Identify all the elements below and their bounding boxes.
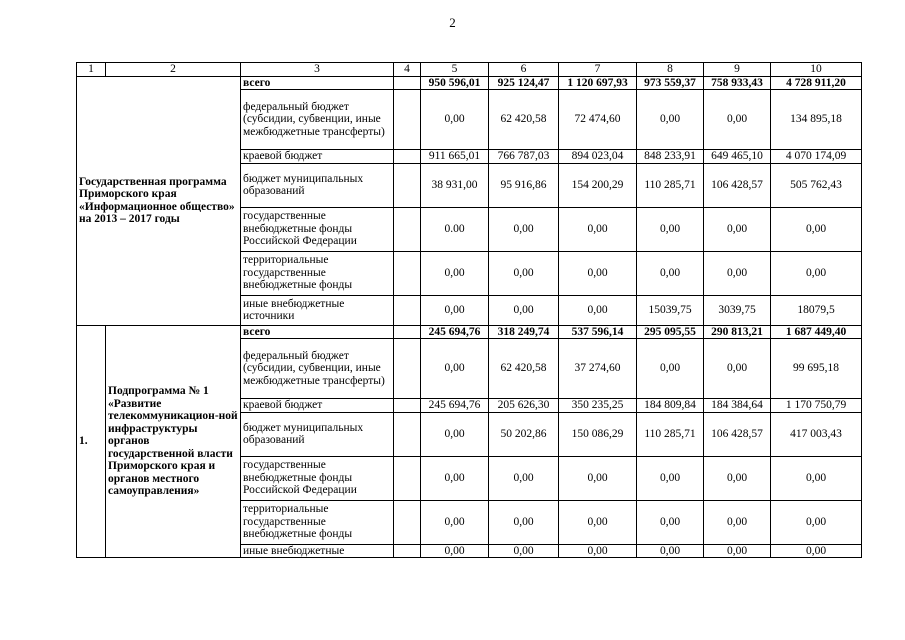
- empty-cell: [394, 325, 421, 339]
- value-cell: 154 200,29: [559, 163, 637, 207]
- funding-source: территориальные государственные внебюджетные фонды: [241, 251, 394, 295]
- funding-source: иные внебюджетные: [241, 544, 394, 558]
- value-cell: 0,00: [489, 544, 559, 558]
- column-header-row: [77, 63, 862, 77]
- value-cell: 417 003,43: [771, 412, 862, 456]
- value-cell: 150 086,29: [559, 412, 637, 456]
- value-cell: 0,00: [704, 90, 771, 150]
- value-cell: 0,00: [637, 90, 704, 150]
- value-cell: 0,00: [637, 500, 704, 544]
- value-cell: 0,00: [637, 544, 704, 558]
- value-cell: 0,00: [421, 412, 489, 456]
- value-cell: 205 626,30: [489, 399, 559, 413]
- value-cell: 106 428,57: [704, 412, 771, 456]
- value-cell: 0,00: [421, 456, 489, 500]
- value-cell: 0,00: [559, 544, 637, 558]
- value-cell: 925 124,47: [489, 76, 559, 90]
- funding-source: государственные внебюджетные фонды Российской Федерации: [241, 456, 394, 500]
- funding-source: краевой бюджет: [241, 150, 394, 164]
- value-cell: 0,00: [771, 251, 862, 295]
- value-cell: 0,00: [771, 500, 862, 544]
- value-cell: 106 428,57: [704, 163, 771, 207]
- value-cell: 3039,75: [704, 295, 771, 325]
- value-cell: 0,00: [704, 456, 771, 500]
- value-cell: 62 420,58: [489, 90, 559, 150]
- value-cell: 37 274,60: [559, 339, 637, 399]
- value-cell: 0,00: [421, 251, 489, 295]
- value-cell: 973 559,37: [637, 76, 704, 90]
- column-header: 9: [704, 63, 771, 77]
- budget-table: [76, 62, 862, 558]
- funding-source: федеральный бюджет (субсидии, субвенции, иные межбюджетные трансферты): [241, 339, 394, 399]
- column-header: 8: [637, 63, 704, 77]
- subprogram-title: Подпрограмма № 1 «Развитие телекоммуникацион-ной инфраструктуры органов государственной власти Приморского края и органов местного самоуправления»: [106, 325, 241, 558]
- column-header: 5: [421, 63, 489, 77]
- value-cell: 0,00: [704, 500, 771, 544]
- empty-cell: [394, 399, 421, 413]
- value-cell: 1 120 697,93: [559, 76, 637, 90]
- value-cell: 758 933,43: [704, 76, 771, 90]
- value-cell: 1 687 449,40: [771, 325, 862, 339]
- value-cell: 50 202,86: [489, 412, 559, 456]
- funding-source: территориальные государственные внебюджетные фонды: [241, 500, 394, 544]
- value-cell: 18079,5: [771, 295, 862, 325]
- empty-cell: [394, 339, 421, 399]
- column-header: 2: [106, 63, 241, 77]
- value-cell: 0,00: [704, 339, 771, 399]
- row-index: 1.: [77, 325, 106, 558]
- value-cell: 290 813,21: [704, 325, 771, 339]
- value-cell: 15039,75: [637, 295, 704, 325]
- value-cell: 766 787,03: [489, 150, 559, 164]
- value-cell: 0,00: [489, 295, 559, 325]
- value-cell: 295 095,55: [637, 325, 704, 339]
- value-cell: 1 170 750,79: [771, 399, 862, 413]
- value-cell: 4 728 911,20: [771, 76, 862, 90]
- column-header: 10: [771, 63, 862, 77]
- value-cell: 72 474,60: [559, 90, 637, 150]
- value-cell: 0.00: [421, 207, 489, 251]
- value-cell: 38 931,00: [421, 163, 489, 207]
- value-cell: 950 596,01: [421, 76, 489, 90]
- empty-cell: [394, 207, 421, 251]
- empty-cell: [394, 251, 421, 295]
- value-cell: 95 916,86: [489, 163, 559, 207]
- empty-cell: [394, 76, 421, 90]
- value-cell: 0,00: [637, 251, 704, 295]
- value-cell: 911 665,01: [421, 150, 489, 164]
- column-header: 4: [394, 63, 421, 77]
- page-number: 2: [449, 15, 456, 30]
- value-cell: 184 809,84: [637, 399, 704, 413]
- table-row: [77, 325, 862, 339]
- value-cell: 0,00: [771, 456, 862, 500]
- value-cell: 350 235,25: [559, 399, 637, 413]
- value-cell: 0,00: [637, 339, 704, 399]
- funding-source: бюджет муниципальных образований: [241, 163, 394, 207]
- value-cell: 537 596,14: [559, 325, 637, 339]
- empty-cell: [394, 500, 421, 544]
- value-cell: 0,00: [771, 544, 862, 558]
- value-cell: 184 384,64: [704, 399, 771, 413]
- value-cell: 99 695,18: [771, 339, 862, 399]
- value-cell: 245 694,76: [421, 325, 489, 339]
- value-cell: 0,00: [771, 207, 862, 251]
- program-title: Государственная программа Приморского края «Информационное общество» на 2013 – 2017 годы: [77, 76, 241, 325]
- empty-cell: [394, 456, 421, 500]
- empty-cell: [394, 163, 421, 207]
- funding-source: государственные внебюджетные фонды Российской Федерации: [241, 207, 394, 251]
- value-cell: 0,00: [489, 456, 559, 500]
- value-cell: 649 465,10: [704, 150, 771, 164]
- value-cell: 110 285,71: [637, 412, 704, 456]
- value-cell: 0,00: [421, 295, 489, 325]
- value-cell: 318 249,74: [489, 325, 559, 339]
- value-cell: 848 233,91: [637, 150, 704, 164]
- value-cell: 0,00: [421, 339, 489, 399]
- empty-cell: [394, 412, 421, 456]
- value-cell: 0,00: [559, 500, 637, 544]
- empty-cell: [394, 544, 421, 558]
- value-cell: 0,00: [421, 544, 489, 558]
- value-cell: 0,00: [704, 251, 771, 295]
- value-cell: 134 895,18: [771, 90, 862, 150]
- column-header: 7: [559, 63, 637, 77]
- value-cell: 245 694,76: [421, 399, 489, 413]
- value-cell: 0,00: [559, 295, 637, 325]
- value-cell: 0,00: [489, 500, 559, 544]
- funding-source: краевой бюджет: [241, 399, 394, 413]
- value-cell: 0,00: [421, 500, 489, 544]
- funding-source: всего: [241, 76, 394, 90]
- value-cell: 0,00: [559, 456, 637, 500]
- value-cell: 110 285,71: [637, 163, 704, 207]
- value-cell: 0,00: [704, 207, 771, 251]
- value-cell: 0,00: [421, 90, 489, 150]
- value-cell: 4 070 174,09: [771, 150, 862, 164]
- column-header: 3: [241, 63, 394, 77]
- funding-source: иные внебюджетные источники: [241, 295, 394, 325]
- value-cell: 0,00: [704, 544, 771, 558]
- column-header: 6: [489, 63, 559, 77]
- empty-cell: [394, 90, 421, 150]
- value-cell: 0,00: [489, 207, 559, 251]
- value-cell: 0,00: [637, 207, 704, 251]
- empty-cell: [394, 150, 421, 164]
- funding-source: федеральный бюджет (субсидии, субвенции, иные межбюджетные трансферты): [241, 90, 394, 150]
- value-cell: 62 420,58: [489, 339, 559, 399]
- empty-cell: [394, 295, 421, 325]
- funding-source: всего: [241, 325, 394, 339]
- value-cell: 0,00: [489, 251, 559, 295]
- value-cell: 505 762,43: [771, 163, 862, 207]
- value-cell: 0,00: [637, 456, 704, 500]
- column-header: 1: [77, 63, 106, 77]
- value-cell: 894 023,04: [559, 150, 637, 164]
- value-cell: 0,00: [559, 207, 637, 251]
- funding-source: бюджет муниципальных образований: [241, 412, 394, 456]
- table-row: [77, 76, 862, 90]
- value-cell: 0,00: [559, 251, 637, 295]
